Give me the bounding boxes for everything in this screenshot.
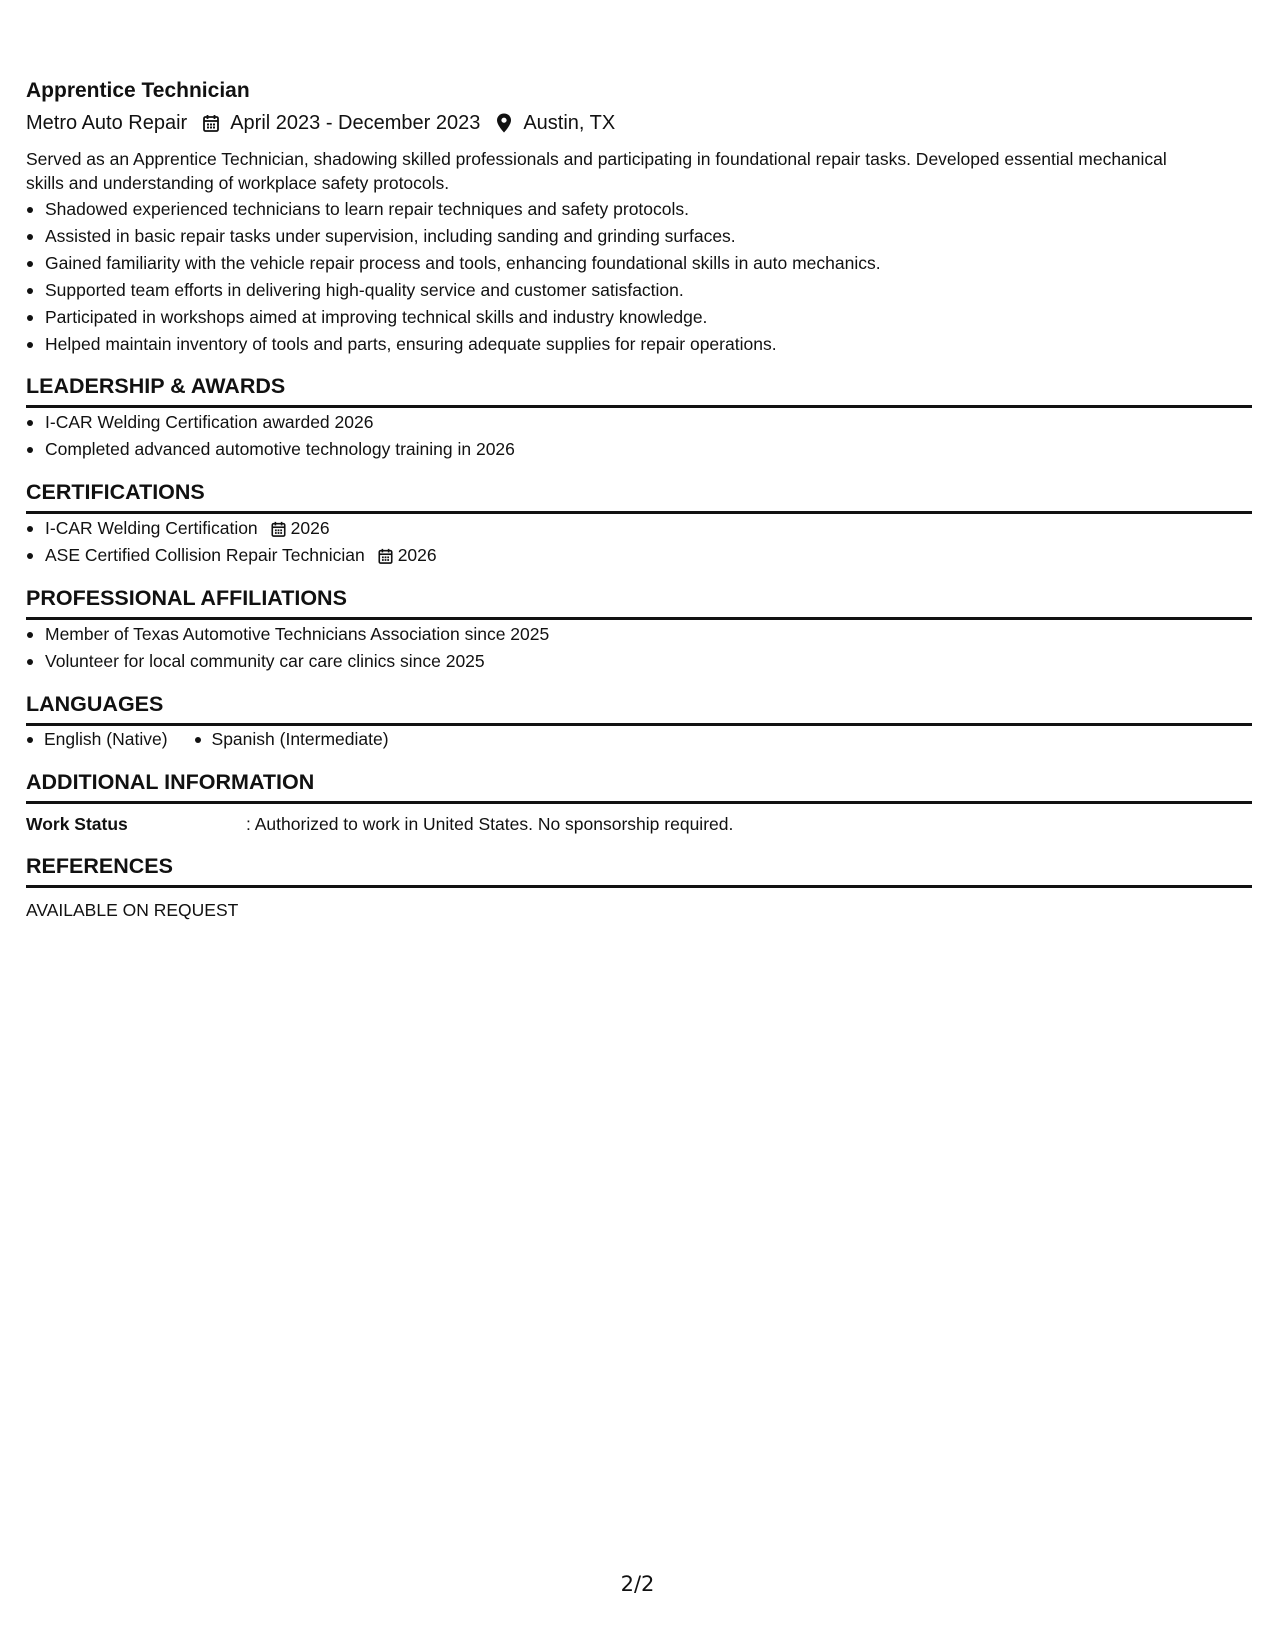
job-meta bbox=[26, 110, 1252, 136]
work-status-row bbox=[26, 811, 1252, 837]
page-number: 2/2 bbox=[620, 1572, 655, 1596]
calendar-icon bbox=[201, 112, 221, 134]
section-heading-references: REFERENCES bbox=[26, 853, 1252, 888]
job-dates: April 2023 - December 2023 bbox=[230, 112, 481, 134]
additional-info-section bbox=[26, 769, 1252, 837]
work-status-label: Work Status bbox=[26, 814, 128, 834]
certification-year: 2026 bbox=[290, 518, 330, 538]
list-item: Member of Texas Automotive Technicians Association since 2025 bbox=[44, 621, 1252, 648]
list-item: I-CAR Welding Certification awarded 2026 bbox=[44, 409, 1252, 436]
job-location: Austin, TX bbox=[523, 112, 616, 134]
certification-row bbox=[45, 542, 437, 569]
section-heading-leadership: LEADERSHIP & AWARDS bbox=[26, 373, 1252, 408]
certifications-list bbox=[26, 515, 1252, 569]
section-heading-certifications: CERTIFICATIONS bbox=[26, 479, 1252, 514]
calendar-icon bbox=[270, 520, 288, 538]
section-heading-additional: ADDITIONAL INFORMATION bbox=[26, 769, 1252, 804]
list-item bbox=[44, 515, 1252, 542]
languages-list bbox=[26, 726, 1252, 753]
list-item: Helped maintain inventory of tools and parts, ensuring adequate supplies for repair operations. bbox=[44, 331, 1252, 358]
certification-name: ASE Certified Collision Repair Technician bbox=[45, 545, 365, 565]
leadership-list bbox=[26, 409, 1252, 463]
list-item: Assisted in basic repair tasks under supervision, including sanding and grinding surfaces. bbox=[44, 223, 1252, 250]
work-status-value: : Authorized to work in United States. No sponsorship required. bbox=[246, 814, 734, 834]
certifications-section bbox=[26, 479, 1252, 569]
list-item: Shadowed experienced technicians to learn repair techniques and safety protocols. bbox=[44, 196, 1252, 223]
section-heading-affiliations: PROFESSIONAL AFFILIATIONS bbox=[26, 585, 1252, 620]
language-item: English (Native) bbox=[44, 726, 168, 753]
affiliations-section bbox=[26, 585, 1252, 675]
list-item: Participated in workshops aimed at improving technical skills and industry knowledge. bbox=[44, 304, 1252, 331]
list-item: Supported team efforts in delivering high-quality service and customer satisfaction. bbox=[44, 277, 1252, 304]
languages-section bbox=[26, 691, 1252, 753]
certification-year: 2026 bbox=[397, 545, 437, 565]
job-title: Apprentice Technician bbox=[26, 79, 250, 102]
section-heading-languages: LANGUAGES bbox=[26, 691, 1252, 726]
affiliations-list bbox=[26, 621, 1252, 675]
list-item: Volunteer for local community car care clinics since 2025 bbox=[44, 648, 1252, 675]
map-pin-icon bbox=[494, 112, 514, 134]
language-item: Spanish (Intermediate) bbox=[212, 726, 389, 753]
references-section bbox=[26, 853, 1252, 923]
job-summary: Served as an Apprentice Technician, shadowing skilled professionals and participating in foundational repair tasks. Developed essential mechanical skills and understanding of workplace safety protocols. bbox=[26, 149, 1167, 193]
list-item: Completed advanced automotive technology training in 2026 bbox=[44, 436, 1252, 463]
calendar-icon bbox=[377, 547, 395, 565]
references-text: AVAILABLE ON REQUEST bbox=[26, 900, 239, 920]
company-name: Metro Auto Repair bbox=[26, 112, 188, 134]
job-bullets bbox=[26, 196, 1252, 358]
certification-name: I-CAR Welding Certification bbox=[45, 518, 258, 538]
certification-row bbox=[45, 515, 330, 542]
list-item bbox=[44, 542, 1252, 569]
experience-entry bbox=[26, 78, 1252, 358]
resume-page bbox=[26, 78, 1252, 923]
leadership-section bbox=[26, 373, 1252, 463]
list-item: Gained familiarity with the vehicle repair process and tools, enhancing foundational skills in auto mechanics. bbox=[44, 250, 1252, 277]
